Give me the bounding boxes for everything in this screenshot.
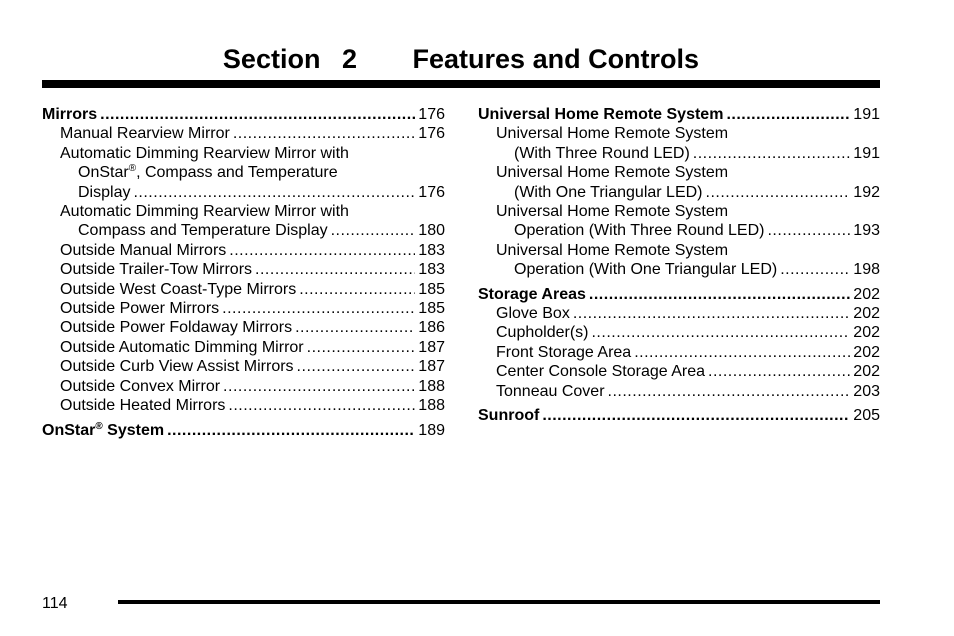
toc-entry-page: 202 bbox=[853, 343, 880, 361]
toc-entry-label: (With Three Round LED) bbox=[514, 144, 690, 162]
toc-entry-uhrs-one-tri-line1[interactable]: Universal Home Remote System bbox=[496, 164, 729, 182]
toc-entry-storage-areas[interactable] bbox=[478, 285, 880, 304]
toc-entry-label: Universal Home Remote System bbox=[478, 106, 724, 123]
dot-leader bbox=[229, 241, 415, 260]
toc-entry-page: 176 bbox=[418, 125, 445, 143]
toc-entry-label: Sunroof bbox=[478, 407, 540, 425]
toc-entry-page: 202 bbox=[853, 363, 880, 381]
toc-entry-manual-rearview[interactable] bbox=[42, 124, 445, 143]
toc-entry-uhrs-op-three-line1[interactable]: Universal Home Remote System bbox=[496, 203, 729, 221]
dot-leader bbox=[573, 304, 850, 323]
toc-entry-page: 191 bbox=[853, 144, 880, 162]
toc-entry-outside-convex[interactable] bbox=[42, 377, 445, 396]
section-number: 2 bbox=[341, 44, 357, 74]
toc-entry-page: 202 bbox=[853, 305, 880, 323]
top-rule bbox=[42, 80, 880, 88]
toc-entry-label: Outside Manual Mirrors bbox=[60, 241, 227, 259]
toc-entry-outside-power[interactable] bbox=[42, 299, 445, 318]
dot-leader bbox=[708, 362, 850, 381]
toc-entry-page: 198 bbox=[853, 261, 880, 279]
toc-entry-page: 180 bbox=[418, 222, 445, 240]
toc-entry-tonneau-cover[interactable] bbox=[478, 382, 880, 401]
dot-leader bbox=[167, 421, 415, 440]
section-label: Section bbox=[222, 44, 321, 74]
dot-leader bbox=[726, 105, 850, 124]
dot-leader bbox=[780, 260, 850, 279]
dot-leader bbox=[608, 382, 851, 401]
bottom-rule bbox=[118, 600, 880, 604]
dot-leader bbox=[589, 285, 850, 304]
page-number: 114 bbox=[42, 595, 68, 612]
toc-entry-label: Manual Rearview Mirror bbox=[60, 125, 230, 143]
toc-entry-label: Storage Areas bbox=[478, 285, 586, 303]
toc-entry-uhrs-three-led-line2[interactable] bbox=[478, 144, 880, 163]
toc-entry-page: 192 bbox=[853, 183, 880, 201]
toc-entry-sunroof[interactable] bbox=[478, 406, 880, 425]
toc-entry-page: 183 bbox=[418, 241, 445, 259]
toc-entry-label: Tonneau Cover bbox=[496, 382, 605, 400]
dot-leader bbox=[307, 338, 416, 357]
toc-entry-uhrs-three-led-line1[interactable]: Universal Home Remote System bbox=[496, 125, 729, 143]
dot-leader bbox=[634, 343, 850, 362]
toc-entry-auto-dim-onstar-line3[interactable] bbox=[42, 183, 445, 202]
toc-entry-auto-dim-compass-line1[interactable]: Automatic Dimming Rearview Mirror with bbox=[60, 203, 349, 221]
toc-entry-page: 185 bbox=[418, 280, 445, 298]
toc-entry-page: 203 bbox=[853, 382, 880, 400]
toc-entry-label: Outside Heated Mirrors bbox=[60, 397, 226, 415]
dot-leader bbox=[706, 183, 851, 202]
toc-entry-uhrs-one-tri-line2[interactable] bbox=[478, 183, 880, 202]
dot-leader bbox=[693, 144, 851, 163]
toc-entry-page: 176 bbox=[418, 106, 445, 123]
dot-leader bbox=[228, 396, 415, 415]
dot-leader bbox=[222, 299, 415, 318]
toc-entry-page: 185 bbox=[418, 300, 445, 318]
dot-leader bbox=[133, 183, 415, 202]
toc-entry-uhrs-op-one-line1[interactable]: Universal Home Remote System bbox=[496, 241, 729, 259]
toc-entry-label: Display bbox=[78, 183, 131, 201]
toc-entry-label: Cupholder(s) bbox=[496, 324, 589, 342]
toc-entry-page: 188 bbox=[418, 397, 445, 415]
toc-entry-page: 176 bbox=[418, 183, 445, 201]
toc-entry-page: 187 bbox=[418, 338, 445, 356]
toc-entry-label-b: System bbox=[102, 421, 165, 439]
toc-entry-uhrs[interactable] bbox=[478, 105, 880, 124]
dot-leader bbox=[591, 323, 850, 342]
toc-entry-label: Glove Box bbox=[496, 305, 570, 323]
dot-leader bbox=[331, 221, 416, 240]
section-heading bbox=[42, 42, 880, 76]
dot-leader bbox=[100, 105, 415, 124]
toc-entry-page: 189 bbox=[418, 421, 445, 439]
registered-mark: ® bbox=[95, 420, 103, 432]
toc-entry-outside-west-coast[interactable] bbox=[42, 280, 445, 299]
toc-entry-front-storage[interactable] bbox=[478, 343, 880, 362]
toc-entry-label: Front Storage Area bbox=[496, 343, 632, 361]
toc-entry-label: Compass and Temperature Display bbox=[78, 222, 328, 240]
toc-entry-page: 191 bbox=[853, 106, 880, 123]
toc-entry-label: Outside Convex Mirror bbox=[60, 377, 221, 395]
toc-entry-page: 193 bbox=[853, 222, 880, 240]
toc-entry-label: Outside Trailer-Tow Mirrors bbox=[60, 261, 253, 279]
toc-entry-outside-trailer-tow[interactable] bbox=[42, 260, 445, 279]
toc-entry-label: Mirrors bbox=[42, 106, 98, 123]
toc-entry-center-console[interactable] bbox=[478, 362, 880, 381]
toc-entry-label bbox=[42, 421, 164, 440]
toc-entry-outside-manual[interactable] bbox=[42, 241, 445, 260]
dot-leader bbox=[767, 221, 850, 240]
toc-entry-label: , Compass and Temperature bbox=[136, 164, 338, 182]
toc-entry-page: 183 bbox=[418, 261, 445, 279]
dot-leader bbox=[295, 318, 415, 337]
toc-entry-page: 188 bbox=[418, 377, 445, 395]
toc-entry-cupholders[interactable] bbox=[478, 323, 880, 342]
toc-entry-auto-dim-onstar-line2[interactable] bbox=[42, 163, 445, 182]
toc-right-column bbox=[478, 105, 880, 426]
toc-entry-label: Outside West Coast-Type Mirrors bbox=[60, 280, 297, 298]
toc-entry-label: Outside Automatic Dimming Mirror bbox=[60, 338, 304, 356]
toc-entry-auto-dim-compass-line2[interactable] bbox=[42, 221, 445, 240]
toc-entry-label-a: OnStar bbox=[42, 421, 96, 439]
toc-entry-glove-box[interactable] bbox=[478, 304, 880, 323]
toc-entry-page: 205 bbox=[853, 407, 880, 425]
toc-entry-auto-dim-onstar-line1[interactable]: Automatic Dimming Rearview Mirror with bbox=[60, 144, 349, 162]
toc-entry-outside-auto-dim[interactable] bbox=[42, 338, 445, 357]
toc-entry-outside-power-foldaway[interactable] bbox=[42, 318, 445, 337]
section-title: Features and Controls bbox=[412, 44, 700, 74]
toc-entry-outside-curb-view[interactable] bbox=[42, 357, 445, 376]
toc-entry-page: 187 bbox=[418, 358, 445, 376]
dot-leader bbox=[299, 280, 415, 299]
dot-leader bbox=[233, 124, 415, 143]
toc-entry-page: 186 bbox=[418, 319, 445, 337]
toc-entry-label: Outside Curb View Assist Mirrors bbox=[60, 358, 294, 376]
toc-entry-onstar-system[interactable] bbox=[42, 421, 445, 440]
toc-entry-page: 202 bbox=[853, 324, 880, 342]
toc-entry-uhrs-op-one-line2[interactable] bbox=[478, 260, 880, 279]
toc-entry-uhrs-op-three-line2[interactable] bbox=[478, 221, 880, 240]
toc-entry-page: 202 bbox=[853, 285, 880, 303]
toc-left-column bbox=[42, 105, 445, 440]
dot-leader bbox=[297, 357, 416, 376]
toc-entry-label: Operation (With One Triangular LED) bbox=[514, 261, 778, 279]
toc-entry-label: Center Console Storage Area bbox=[496, 363, 706, 381]
toc-entry-mirrors[interactable] bbox=[42, 105, 445, 124]
toc-entry-label: Operation (With Three Round LED) bbox=[514, 222, 765, 240]
dot-leader bbox=[223, 377, 415, 396]
toc-entry-label: (With One Triangular LED) bbox=[514, 183, 703, 201]
toc-entry-label: Outside Power Mirrors bbox=[60, 300, 220, 318]
dot-leader bbox=[542, 406, 850, 425]
toc-entry-label: OnStar bbox=[78, 164, 129, 182]
registered-mark: ® bbox=[128, 163, 137, 175]
toc-entry-outside-heated[interactable] bbox=[42, 396, 445, 415]
toc-entry-label: Outside Power Foldaway Mirrors bbox=[60, 319, 293, 337]
dot-leader bbox=[255, 260, 415, 279]
